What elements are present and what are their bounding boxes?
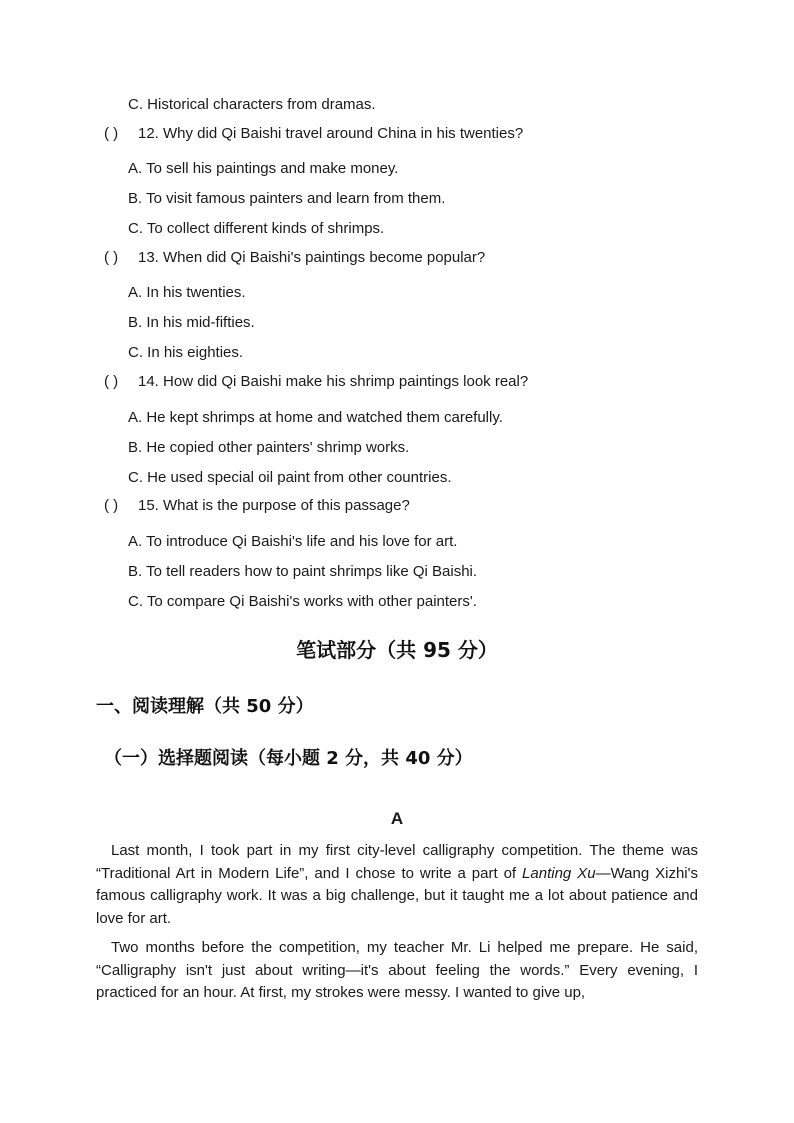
- question-stem: 12. Why did Qi Baishi travel around China in his twenties?: [138, 125, 524, 142]
- question-13: [104, 248, 485, 268]
- subsection-heading: （一）选择题阅读（每小题 2 分，共 40 分）: [104, 748, 473, 769]
- part-one-heading: 一、阅读理解（共 50 分）: [96, 696, 314, 717]
- answer-blank: ( ): [104, 373, 119, 390]
- question-14: [104, 372, 528, 392]
- answer-blank: ( ): [104, 497, 119, 514]
- passage-paragraph-2: Two months before the competition, my teacher Mr. Li helped me prepare. He said, “Calligraphy isn't just about writing—it's about feeling the words.” Every evening, I practiced for an hour. At first, my strokes were messy. I wanted to give up,: [96, 939, 698, 1001]
- q14-option-a: A. He kept shrimps at home and watched them carefully.: [128, 409, 503, 426]
- question-stem: 15. What is the purpose of this passage?: [138, 497, 410, 514]
- passage-letter: A: [390, 809, 404, 828]
- q12-option-b: B. To visit famous painters and learn from them.: [128, 190, 446, 207]
- answer-blank: ( ): [104, 249, 119, 266]
- q12-option-c: C. To collect different kinds of shrimps.: [128, 220, 385, 237]
- question-12: [104, 124, 523, 144]
- question-15: [104, 496, 410, 516]
- passage-paragraph-1: [96, 840, 698, 930]
- question-stem: 14. How did Qi Baishi make his shrimp paintings look real?: [138, 373, 529, 390]
- q12-option-a: A. To sell his paintings and make money.: [128, 160, 399, 177]
- q14-option-c: C. He used special oil paint from other countries.: [128, 469, 452, 486]
- work-title: Lanting Xu: [522, 864, 596, 882]
- answer-blank: ( ): [104, 125, 119, 142]
- q13-option-b: B. In his mid-fifties.: [128, 314, 255, 331]
- q14-option-b: B. He copied other painters' shrimp works.: [128, 439, 410, 456]
- p1-text-start: Last month, I took part in my first city-level calligraphy competition. The theme was “Traditional Art in Modern Life”, and I chose to write a part of: [96, 842, 698, 882]
- p1-text-end: —Wang Xizhi's famous calligraphy work. It was a big challenge, but it taught me a lot about patience and love for art.: [96, 864, 699, 927]
- q15-option-c: C. To compare Qi Baishi's works with other painters'.: [128, 593, 477, 610]
- question-stem: 13. When did Qi Baishi's paintings become popular?: [138, 249, 486, 266]
- q15-option-a: A. To introduce Qi Baishi's life and his love for art.: [128, 533, 458, 550]
- q13-option-c: C. In his eighties.: [128, 344, 244, 361]
- q15-option-b: B. To tell readers how to paint shrimps like Qi Baishi.: [128, 563, 478, 580]
- section-title: 笔试部分（共 95 分）: [296, 638, 498, 662]
- q11-option-c: C. Historical characters from dramas.: [128, 96, 376, 113]
- q13-option-a: A. In his twenties.: [128, 284, 246, 301]
